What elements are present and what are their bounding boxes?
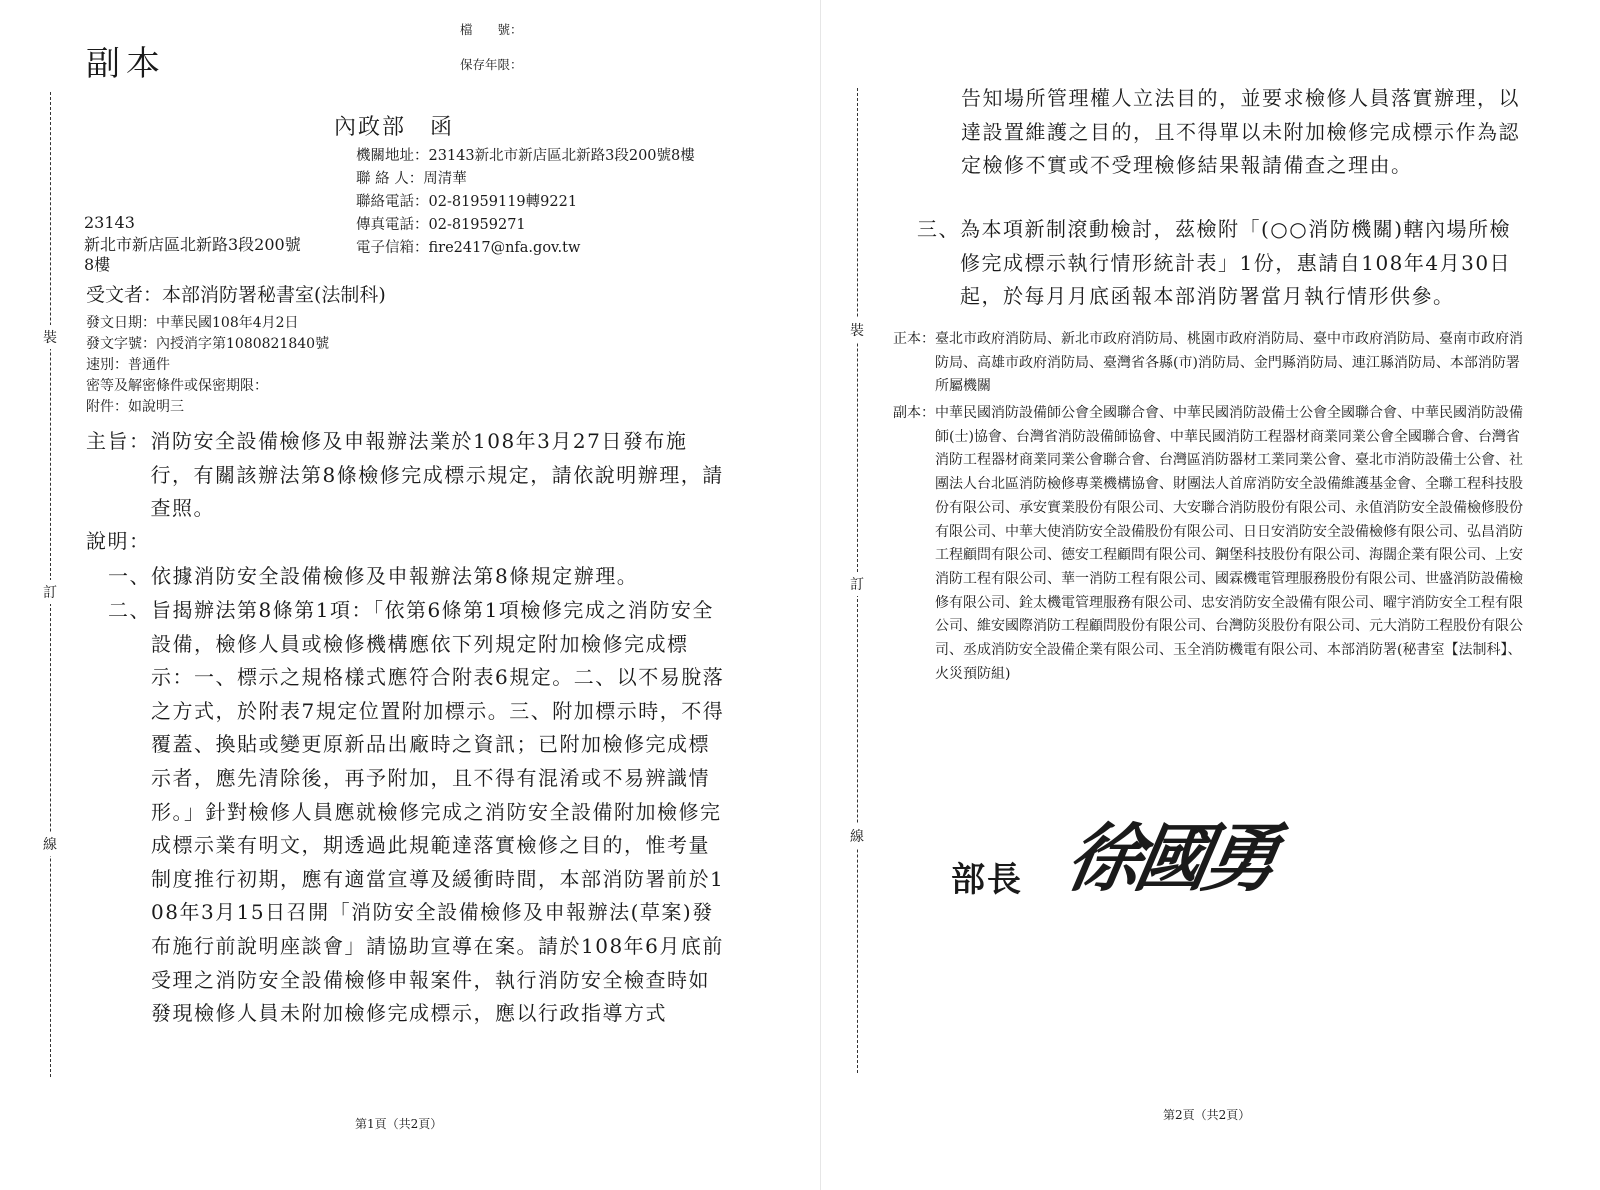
cc-text: 中華民國消防設備師公會全國聯合會、中華民國消防設備士公會全國聯合會、中華民國消防設備師(士)協會、台灣省消防設備師協會、中華民國消防工程器材商業同業公會全國聯合會、台灣省消防工程器材商業同業公會聯合會、台灣區消防器材工業同業公會、臺北市消防設備士公會、社團法人台北區消防檢修專業機構協會、財團法人首席消防安全設備維護基金會、全聯工程科技股份有限公司、承安實業股份有限公司、大安聯合消防股份有限公司、永值消防安全設備檢修股份有限公司、中華大使消防安全設備股份有限公司、日日安消防安全設備檢修有限公司、弘昌消防工程顧問有限公司、德安工程顧問有限公司、鋼堡科技股份有限公司、海闊企業有限公司、上安消防工程有限公司、華一消防工程有限公司、國霖機電管理服務股份有限公司、世盛消防設備檢修有限公司、銓太機電管理服務有限公司、忠安消防安全設備有限公司、曜宇消防安全工程有限公司、維安國際消防工程顧問股份有限公司、台灣防災股份有限公司、元大消防工程股份有限公司、丞成消防安全設備企業有限公司、玉全消防機電有限公司、本部消防署(秘書室【法制科】、火災預防組) xyxy=(935,405,1523,682)
item-2-continued: 告知場所管理權人立法目的，並要求檢修人員落實辦理，以達設置維護之目的，且不得單以未附加檢修完成標示作為認定檢修不實或不受理檢修結果報請備查之理由。 xyxy=(961,86,1520,178)
binding-mark-xian: 線 xyxy=(43,832,57,856)
page-2-footer: 第2頁（共2頁） xyxy=(1163,1108,1251,1122)
item-2 xyxy=(108,594,728,1031)
binding-mark-ding: 訂 xyxy=(850,572,864,596)
subject-label: 主旨： xyxy=(86,429,151,453)
attachment: 附件：如說明三 xyxy=(86,399,184,415)
binding-mark-zhuang: 裝 xyxy=(850,318,864,342)
binding-mark-xian: 線 xyxy=(850,824,864,848)
confidentiality: 密等及解密條件或保密期限： xyxy=(86,378,268,394)
item-1-number: 一、 xyxy=(108,564,151,588)
original-recipients xyxy=(893,328,1533,399)
recipient-address: 新北市新店區北新路3段200號 xyxy=(84,235,301,254)
fax-row: 傳真電話：02-81959271 xyxy=(356,217,526,233)
file-number-label: 檔 號： xyxy=(460,22,523,37)
explanation-label: 說明： xyxy=(86,529,151,553)
page-1-footer: 第1頁（共2頁） xyxy=(355,1117,443,1131)
document-title: 內政部 函 xyxy=(334,115,455,140)
phone-row: 聯絡電話：02-81959119轉9221 xyxy=(356,194,578,210)
item-1 xyxy=(108,560,728,594)
original-text: 臺北市政府消防局、新北市政府消防局、桃園市政府消防局、臺中市政府消防局、臺南市政府消防局、高雄市政府消防局、臺灣省各縣(市)消防局、金門縣消防局、連江縣消防局、本部消防署所屬機關 xyxy=(935,331,1523,395)
cc-label: 副本： xyxy=(893,405,935,421)
item-3-text: 為本項新制滾動檢討，茲檢附「(○○消防機關)轄內場所檢修完成標示執行情形統計表」1份，惠請自108年4月30日起，於每月月底函報本部消防署當月執行情形供參。 xyxy=(960,217,1512,309)
cc-recipients xyxy=(893,402,1533,686)
priority: 速別：普通件 xyxy=(86,357,170,373)
contact-person-row: 聯 絡 人：周清華 xyxy=(356,171,467,187)
item-3 xyxy=(917,213,1531,314)
issue-date: 發文日期：中華民國108年4月2日 xyxy=(86,315,299,331)
recipient-address-floor: 8樓 xyxy=(84,255,111,274)
signature: 徐國勇 xyxy=(1060,816,1280,902)
original-label: 正本： xyxy=(893,331,935,347)
binding-mark-ding: 訂 xyxy=(43,580,57,604)
agency-info xyxy=(356,145,695,260)
subject-block xyxy=(86,425,726,526)
document-info xyxy=(86,313,329,418)
document-number: 發文字號：內授消字第1080821840號 xyxy=(86,336,330,352)
recipient-postcode: 23143 xyxy=(84,213,135,232)
page-2 xyxy=(820,0,1600,1190)
item-2-text: 旨揭辦法第8條第1項：「依第6條第1項檢修完成之消防安全設備，檢修人員或檢修機構應依下列規定附加檢修完成標示：一、標示之規格樣式應符合附表6規定。二、以不易脫落之方式，於附表7規定位置附加標示。三、附加標示時，不得覆蓋、換貼或變更原新品出廠時之資訊；已附加檢修完成標示者，應先清除後，再予附加，且不得有混淆或不易辨識情形。」針對檢修人員應就檢修完成之消防安全設備附加檢修完成標示業有明文，期透過此規範達落實檢修之目的，惟考量制度推行初期，應有適當宣導及緩衝時間，本部消防署前於108年3月15日召開「消防安全設備檢修及申報辦法(草案)發布施行前說明座談會」請協助宣導在案。請於108年6月底前受理之消防安全設備檢修申報案件，執行消防安全檢查時如發現檢修人員未附加檢修完成標示，應以行政指導方式 xyxy=(151,598,725,1026)
email-row: 電子信箱：fire2417@nfa.gov.tw xyxy=(356,240,581,256)
item-2-number: 二、 xyxy=(108,598,151,622)
binding-mark-zhuang: 裝 xyxy=(43,325,57,349)
item-3-number: 三、 xyxy=(917,217,960,241)
copy-label: 副本 xyxy=(86,44,166,84)
subject-text: 消防安全設備檢修及申報辦法業於108年3月27日發布施行，有關該辦法第8條檢修完成標示規定，請依說明辦理，請查照。 xyxy=(150,429,724,521)
item-1-text: 依據消防安全設備檢修及申報辦法第8條規定辦理。 xyxy=(151,564,639,588)
recipient-line: 受文者：本部消防署秘書室(法制科) xyxy=(86,284,386,306)
retention-period-label: 保存年限： xyxy=(460,57,523,72)
agency-address-row: 機關地址：23143新北市新店區北新路3段200號8樓 xyxy=(356,148,695,164)
signature-title: 部長 xyxy=(951,860,1023,900)
